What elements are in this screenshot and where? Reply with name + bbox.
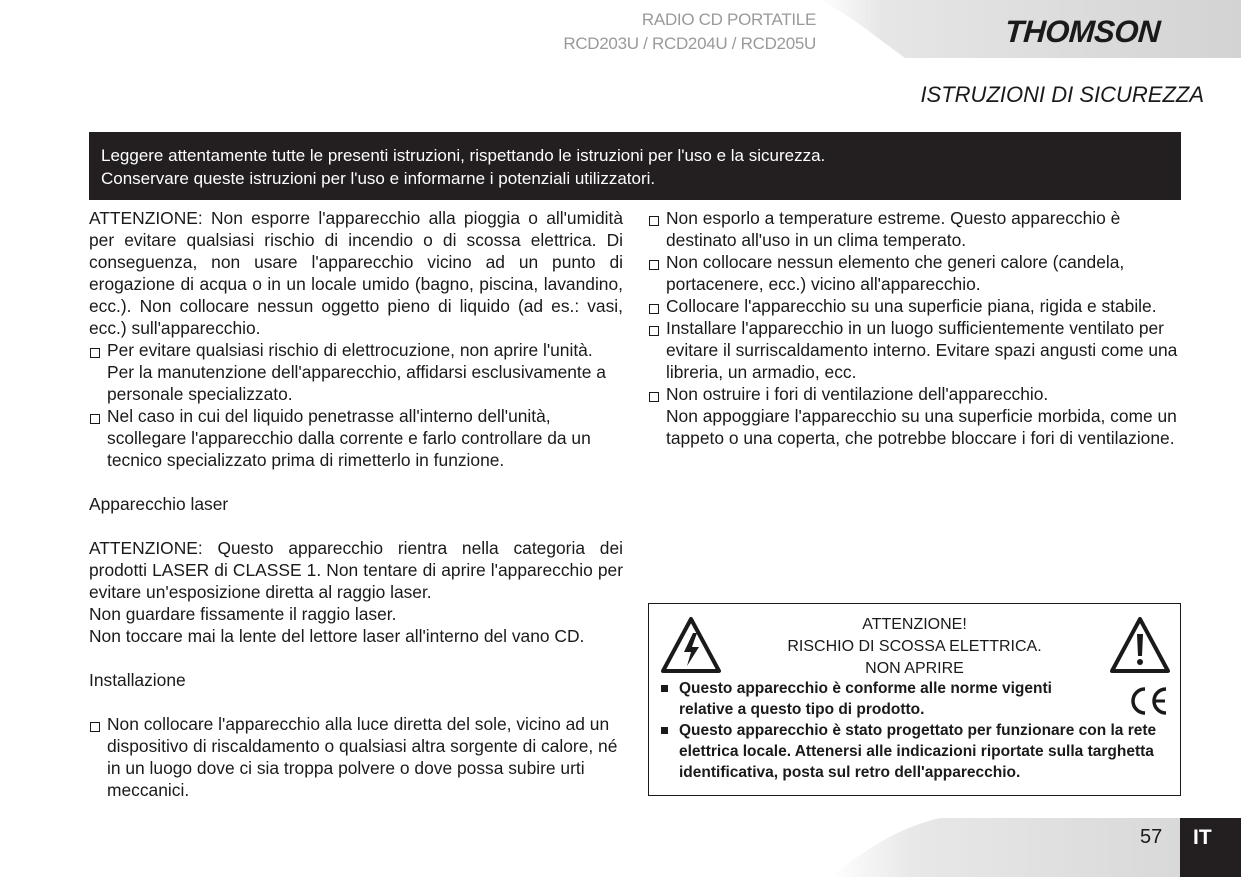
language-tab: IT xyxy=(1180,818,1241,877)
list-item: Nel caso in cui del liquido penetrasse all'interno dell'unità, scollegare l'apparecchio dalla corrente e farlo controllare da un tecnico specializzato prima di rimetterlo in funzione. xyxy=(89,405,623,471)
attention-text-2: : Questo apparecchio rientra nella categoria dei prodotti LASER di CLASSE 1. Non tentare di aprire l'apparecchio per evitare un'esposizione diretta al raggio laser. xyxy=(89,538,623,602)
safety-list-2 xyxy=(648,207,1181,405)
product-line: RADIO CD PORTATILE xyxy=(641,10,816,29)
laser-line-2: Non guardare fissamente il raggio laser. xyxy=(89,604,397,624)
list-item: Collocare l'apparecchio su una superficie piana, rigida e stabile. xyxy=(648,295,1181,317)
laser-line-3: Non toccare mai la lente del lettore laser all'interno del vano CD. xyxy=(89,626,585,646)
warning-heading xyxy=(649,614,1180,680)
attention-paragraph-2 xyxy=(89,537,623,603)
list-item: Non collocare l'apparecchio alla luce diretta del sole, vicino ad un dispositivo di riscaldamento o qualsiasi altra sorgente di calore, né in un luogo dove ci sia troppa polvere o dove possa subire urti meccanici. xyxy=(89,713,623,801)
list-item: Non ostruire i fori di ventilazione dell'apparecchio. xyxy=(648,383,1181,405)
intro-banner xyxy=(89,132,1181,200)
page-number: 57 xyxy=(1140,826,1163,848)
laser-heading: Apparecchio laser xyxy=(89,494,229,514)
install-heading: Installazione xyxy=(89,670,186,690)
right-column xyxy=(648,207,1181,449)
brand-logo: THOMSON xyxy=(1003,14,1162,49)
safety-list-1 xyxy=(89,339,623,471)
list-item: Non collocare nessun elemento che generi calore (candela, portacenere, ecc.) vicino all'apparecchio. xyxy=(648,251,1181,295)
list-item: Questo apparecchio è stato progettato per funzionare con la rete elettrica locale. Attenersi alle indicazioni riportate sulla targhetta identificativa, posta sul retro dell'apparecchio. xyxy=(659,720,1169,783)
list-item: Non esporlo a temperature estreme. Questo apparecchio è destinato all'uso in un clima temperato. xyxy=(648,207,1181,251)
warning-line-3: NON APRIRE xyxy=(865,660,964,677)
list-item: Per evitare qualsiasi rischio di elettrocuzione, non aprire l'unità. Per la manutenzione dell'apparecchio, affidarsi esclusivamente a personale specializzato. xyxy=(89,339,623,405)
header-model-info xyxy=(563,8,816,56)
model-numbers: RCD203U / RCD204U / RCD205U xyxy=(563,34,816,53)
attention-label-1: ATTENZIONE xyxy=(89,208,198,228)
footer-swoosh xyxy=(0,810,1241,877)
exclamation-warning-icon xyxy=(1109,616,1171,674)
warning-box xyxy=(648,603,1181,796)
intro-line-1: Leggere attentamente tutte le presenti istruzioni, rispettando le istruzioni per l'uso e la sicurezza. xyxy=(101,146,826,165)
warning-line-2: RISCHIO DI SCOSSA ELETTRICA. xyxy=(787,638,1042,655)
list-item: Questo apparecchio è conforme alle norme vigenti relative a questo tipo di prodotto. xyxy=(659,678,1169,720)
ventilation-note: Non appoggiare l'apparecchio su una superficie morbida, come un tappeto o una coperta, che potrebbe bloccare i fori di ventilazione. xyxy=(666,406,1177,448)
attention-text-1: : Non esporre l'apparecchio alla pioggia o all'umidità per evitare qualsiasi rischio di incendio o di scossa elettrica. Di conseguenza, non usare l'apparecchio vicino ad un punto di erogazione di acqua o in un locale umido (bagno, piscina, lavandino, ecc.). Non collocare nessun oggetto pieno di liquido (ad es.: vasi, ecc.) sull'apparecchio. xyxy=(89,208,623,338)
attention-paragraph-1 xyxy=(89,207,623,339)
page-title: ISTRUZIONI DI SICUREZZA xyxy=(920,82,1204,107)
attention-label-2: ATTENZIONE xyxy=(89,538,198,558)
list-item: Installare l'apparecchio in un luogo sufficientemente ventilato per evitare il surriscaldamento interno. Evitare spazi angusti come una libreria, un armadio, ecc. xyxy=(648,317,1181,383)
install-list xyxy=(89,713,623,801)
intro-line-2: Conservare queste istruzioni per l'uso e informarne i potenziali utilizzatori. xyxy=(101,169,656,188)
warning-line-1: ATTENZIONE! xyxy=(862,616,967,633)
left-column xyxy=(89,207,623,801)
compliance-list xyxy=(659,678,1169,783)
